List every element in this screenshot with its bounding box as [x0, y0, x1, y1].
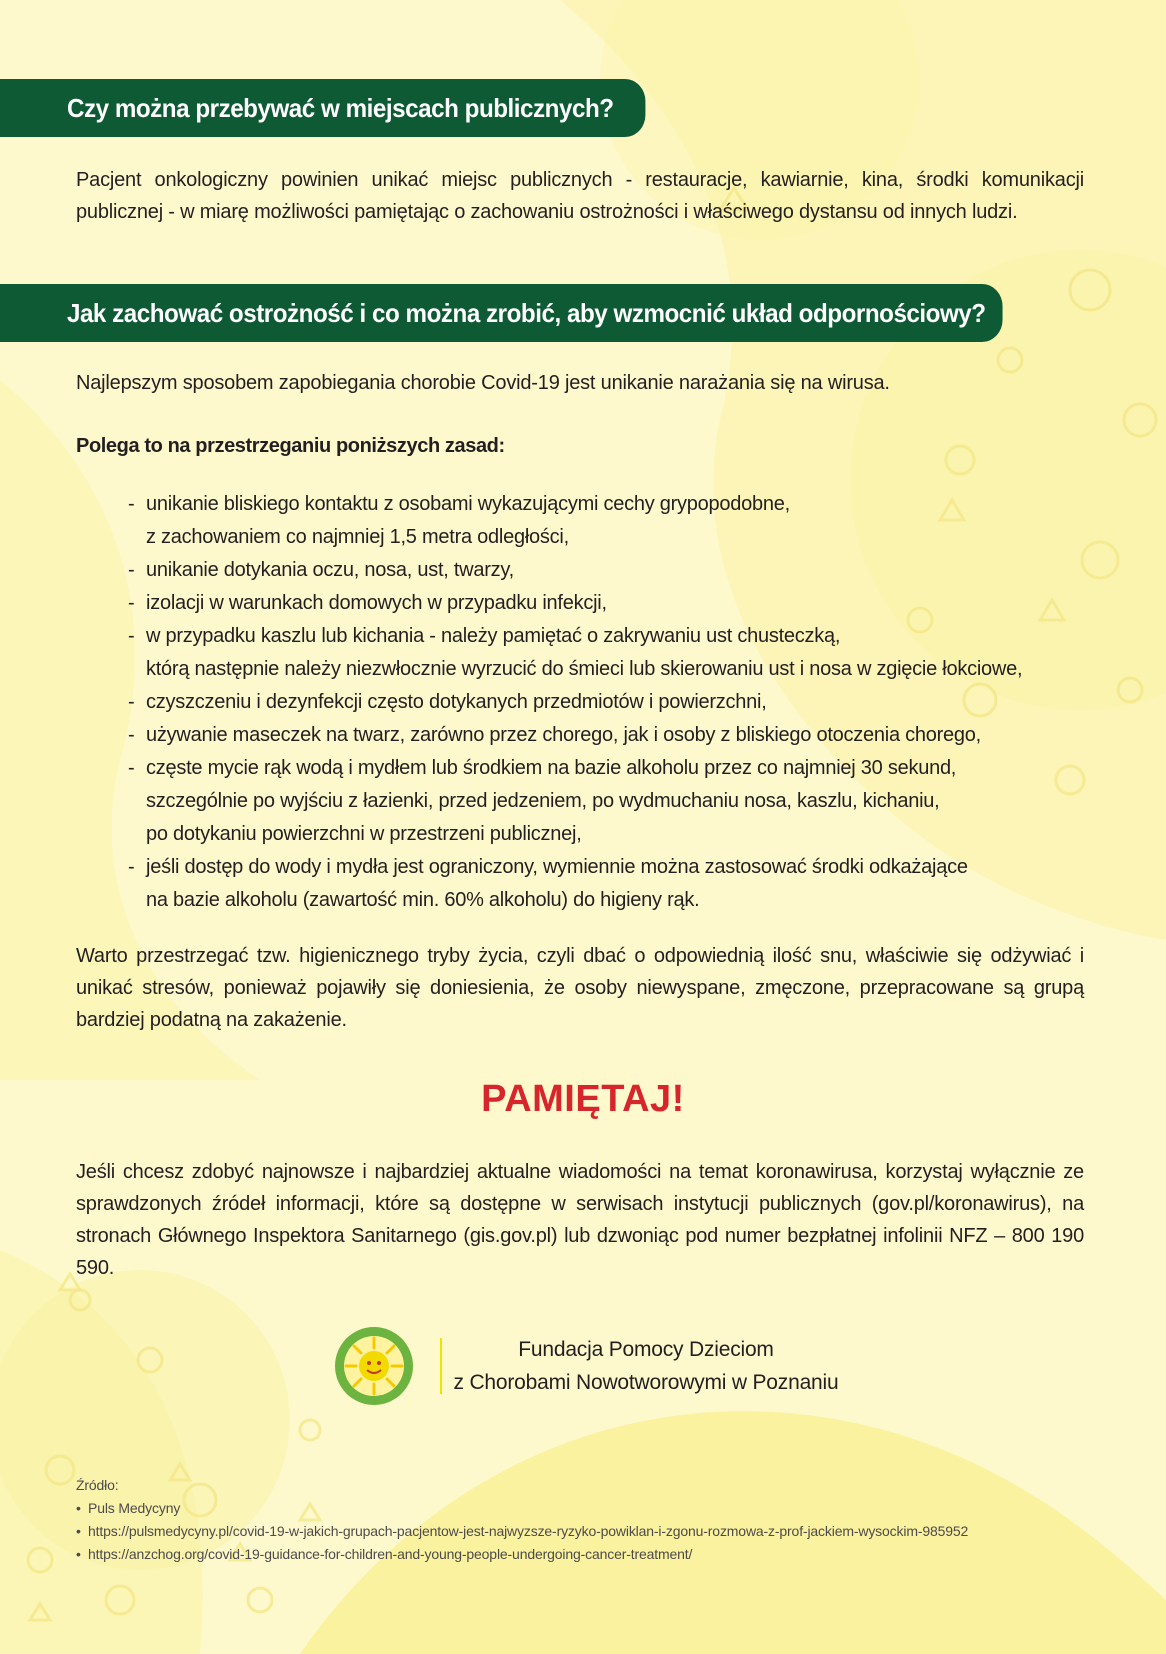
sources — [76, 1474, 968, 1566]
prevention-intro: Najlepszym sposobem zapobiegania chorobie Covid-19 jest unikanie narażania się na wirusa. — [76, 372, 890, 394]
remember-paragraph: Jeśli chcesz zdobyć najnowsze i najbardziej aktualne wiadomości na temat koronawirusa, korzystaj wyłącznie ze sprawdzonych źródeł informacji, które są dostępne w serwisach instytucji publicznych (gov.pl/koronawirus), na stronach Głównego Inspektora Sanitarnego (gis.gov.pl) lub dzwoniąc pod numer bezpłatnej infolinii NFZ – 800 190 590. — [76, 1161, 1084, 1279]
rule-line: - częste mycie rąk wodą i mydłem lub środkiem na bazie alkoholu przez co najmniej 30 sekund, — [146, 757, 957, 779]
sources-list — [76, 1497, 968, 1566]
foundation-logo — [334, 1326, 414, 1406]
rule-line: na bazie alkoholu (zawartość min. 60% alkoholu) do higieny rąk. — [146, 889, 700, 911]
rule-line: - jeśli dostęp do wody i mydła jest ograniczony, wymiennie można zastosować środki odkażające — [146, 856, 968, 878]
foundation-name-line1: Fundacja Pomocy Dzieciom — [518, 1338, 774, 1361]
rules-list — [128, 488, 1048, 917]
rule-line: - czyszczeniu i dezynfekcji często dotykanych przedmiotów i powierzchni, — [146, 691, 767, 713]
list-item — [128, 719, 1048, 752]
list-item — [128, 686, 1048, 719]
list-item — [128, 752, 1048, 851]
remember-title: PAMIĘTAJ! — [481, 1078, 685, 1120]
section-heading-caution: Jak zachować ostrożność i co można zrobić, aby wzmocnić układ odpornościowy? — [0, 284, 1003, 342]
section-heading-public-places: Czy można przebywać w miejscach publicznych? — [0, 79, 645, 137]
rule-line: - izolacji w warunkach domowych w przypadku infekcji, — [146, 592, 607, 614]
rules-title: Polega to na przestrzeganiu poniższych zasad: — [76, 435, 505, 457]
foundation-name — [446, 1333, 846, 1399]
rule-line: którą następnie należy niezwłocznie wyrzucić do śmieci lub skierowaniu ust i nosa w zgięcie łokciowe, — [146, 658, 1023, 680]
list-item — [128, 488, 1048, 554]
list-item — [128, 851, 1048, 917]
list-item — [128, 620, 1048, 686]
foundation-name-line2: z Chorobami Nowotworowymi w Poznaniu — [453, 1371, 839, 1394]
public-places-paragraph: Pacjent onkologiczny powinien unikać miejsc publicznych - restauracje, kawiarnie, kina, środki komunikacji publicznej - w miarę możliwości pamiętając o zachowaniu ostrożności i właściwego dystansu od innych ludzi. — [76, 169, 1084, 223]
rule-line: - w przypadku kaszlu lub kichania - należy pamiętać o zakrywaniu ust chusteczką, — [146, 625, 841, 647]
rule-line: szczególnie po wyjściu z łazienki, przed jedzeniem, po wydmuchaniu nosa, kaszlu, kichaniu, — [146, 790, 940, 812]
list-item — [128, 587, 1048, 620]
rule-line: z zachowaniem co najmniej 1,5 metra odległości, — [146, 526, 569, 548]
source-link[interactable]: • https://anzchog.org/covid-19-guidance-for-children-and-young-people-undergoing-cancer-treatment/ — [76, 1543, 968, 1566]
source-item: • Puls Medycyny — [76, 1497, 968, 1520]
sources-title: Źródło: — [76, 1477, 119, 1493]
rule-line: - unikanie bliskiego kontaktu z osobami wykazującymi cechy grypopodobne, — [146, 493, 790, 515]
rule-line: - używanie maseczek na twarz, zarówno przez chorego, jak i osoby z bliskiego otoczenia chorego, — [146, 724, 981, 746]
rule-line: - unikanie dotykania oczu, nosa, ust, twarzy, — [146, 559, 514, 581]
list-item — [128, 554, 1048, 587]
source-link[interactable]: • https://pulsmedycyny.pl/covid-19-w-jakich-grupach-pacjentow-jest-najwyzsze-ryzyko-powiklan-i-zgonu-rozmowa-z-prof-jackiem-wysockim-985952 — [76, 1520, 968, 1543]
logo-divider — [440, 1338, 442, 1394]
rule-line: po dotykaniu powierzchni w przestrzeni publicznej, — [146, 823, 582, 845]
lifestyle-paragraph: Warto przestrzegać tzw. higienicznego tryby życia, czyli dbać o odpowiednią ilość snu, właściwie się odżywiać i unikać stresów, ponieważ pojawiły się doniesienia, że osoby niewyspane, zmęczone, przepracowane są grupą bardziej podatną na zakażenie. — [76, 945, 1084, 1031]
